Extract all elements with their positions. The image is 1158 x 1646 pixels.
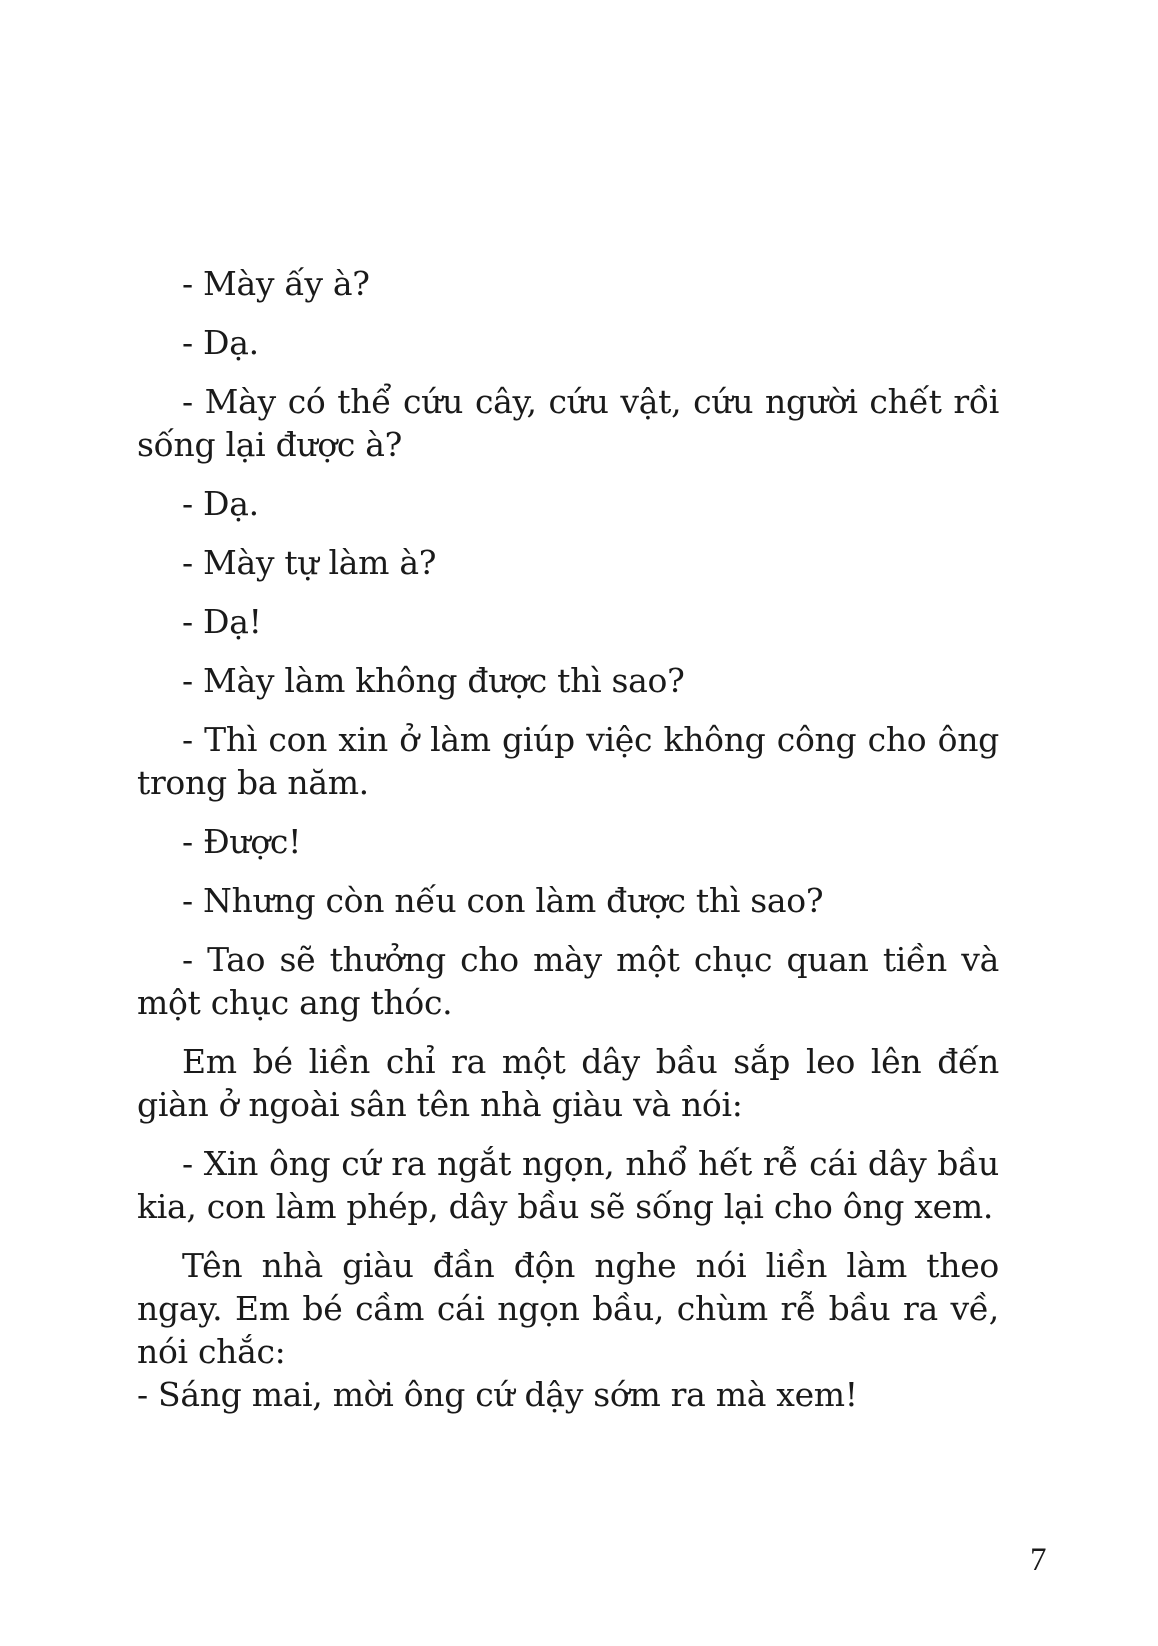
dialogue-line: - Được! (182, 822, 302, 861)
dialogue-line: - Tao sẽ thưởng cho mày một chục quan tiền và một chục ang thóc. (137, 940, 999, 1022)
dialogue-line: - Nhưng còn nếu con làm được thì sao? (182, 881, 824, 920)
dialogue-line: - Mày có thể cứu cây, cứu vật, cứu người chết rồi sống lại được à? (137, 382, 999, 464)
dialogue-line: - Dạ. (182, 323, 259, 362)
page-number: 7 (1030, 1542, 1047, 1578)
dialogue-line: - Dạ! (182, 602, 262, 641)
dialogue-line: - Xin ông cứ ra ngắt ngọn, nhổ hết rễ cái dây bầu kia, con làm phép, dây bầu sẽ sống lại cho ông xem. (137, 1144, 999, 1226)
dialogue-line: - Mày làm không được thì sao? (182, 661, 685, 700)
dialogue-line: - Mày tự làm à? (182, 543, 437, 582)
dialogue-line: - Mày ấy à? (182, 264, 370, 303)
page-body (137, 262, 999, 1416)
narration-paragraph: Em bé liền chỉ ra một dây bầu sắp leo lên đến giàn ở ngoài sân tên nhà giàu và nói: (137, 1042, 999, 1124)
dialogue-line: - Dạ. (182, 484, 259, 523)
closing-dialogue-line: - Sáng mai, mời ông cứ dậy sớm ra mà xem! (137, 1375, 858, 1414)
narration-paragraph: Tên nhà giàu đần độn nghe nói liền làm theo ngay. Em bé cầm cái ngọn bầu, chùm rễ bầu ra về, nói chắc: (137, 1246, 999, 1371)
dialogue-line: - Thì con xin ở làm giúp việc không công cho ông trong ba năm. (137, 720, 999, 802)
